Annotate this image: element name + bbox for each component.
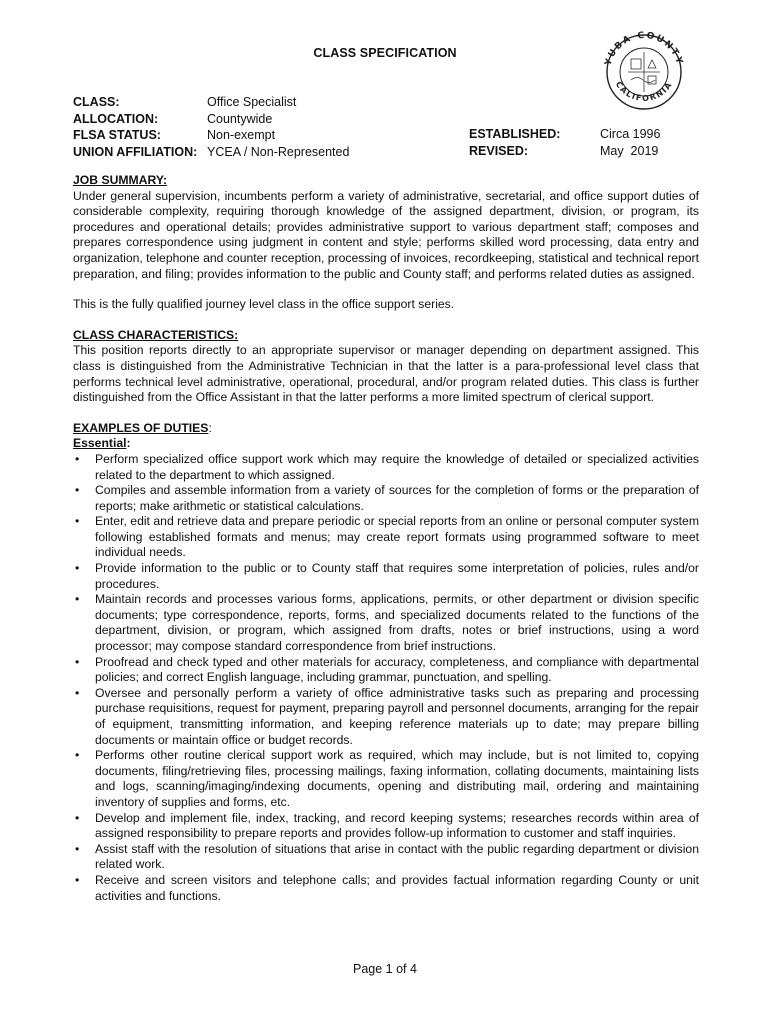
union-label: UNION AFFILIATION:	[73, 144, 198, 159]
list-item: • Receive and screen visitors and telephone calls; and provides factual information regarding County or unit activities and functions.	[73, 873, 699, 904]
revised-value: May 2019	[600, 143, 659, 158]
date-values	[600, 126, 660, 159]
list-item: • Performs other routine clerical support work as required, which may include, but is not limited to, copying documents, filing/retrieving files, processing mailings, faxing information, collating documents, maintaining lists and logs, scanning/imaging/indexing documents, opening and distributing mail, ordering and maintaining inventory of supplies and forms, etc.	[73, 748, 699, 810]
document-body	[73, 173, 699, 904]
duties-heading	[73, 421, 699, 437]
seal-graphic	[598, 30, 690, 110]
list-item: • Assist staff with the resolution of situations that arise in contact with the public regarding department or division related work.	[73, 842, 699, 873]
flsa-label: FLSA STATUS:	[73, 128, 161, 142]
job-summary-note: This is the fully qualified journey level class in the office support series.	[73, 297, 455, 312]
list-item: • Enter, edit and retrieve data and prepare periodic or special reports from an online or personal computer system following established formats and menus; may create report formats using programmed software to meet individual needs.	[73, 514, 699, 561]
flsa-value: Non-exempt	[207, 128, 276, 142]
revised-label: REVISED:	[469, 143, 529, 158]
list-item: • Maintain records and processes various forms, applications, permits, or other department or division specific documents; type correspondence, reports, forms, and specialized documents related to the functions of the department, division, or program, which assigned from drafts, notes or brief instructions, using a word processor; may compose standard correspondence from brief instructions.	[73, 592, 699, 654]
date-labels	[469, 126, 560, 159]
county-seal	[598, 30, 690, 110]
established-value: Circa 1996	[600, 127, 661, 141]
essential-subheading-text: Essential	[73, 436, 127, 451]
established-label: ESTABLISHED:	[469, 127, 561, 141]
list-item: • Provide information to the public or to County staff that requires some interpretation of policies, rules and/or procedures.	[73, 561, 699, 592]
duties-list	[73, 452, 699, 904]
header-values	[207, 94, 349, 160]
essential-subheading-colon: :	[126, 436, 131, 451]
list-item: • Proofread and check typed and other materials for accuracy, completeness, and compliance with departmental policies; and correct English language, including grammar, punctuation, and spelling.	[73, 655, 699, 686]
class-characteristics-heading: CLASS CHARACTERISTICS:	[73, 327, 239, 342]
list-item: • Compiles and assemble information from a variety of sources for the completion of forms or the preparation of reports; make arithmetic or statistical calculations.	[73, 483, 699, 514]
allocation-value: Countywide	[207, 111, 273, 126]
svg-text:YUBA COUNTY: YUBA COUNTY	[603, 30, 685, 67]
job-summary-paragraph: Under general supervision, incumbents perform a variety of administrative, secretarial, and office support duties of considerable complexity, requiring thorough knowledge of the assigned department, division, or program, its procedures and operational details; provides administrative support to various department staff; composes and prepares correspondence using judgment in content and style; performs skilled word processing, data entry and organization, telephone and counter reception, processing of invoices, recordkeeping, statistical and technical report preparation, and filing; provides information to the public and County staff; and performs related duties as assigned.	[73, 188, 700, 281]
page-title: CLASS SPECIFICATION	[313, 46, 457, 60]
duties-heading-text: EXAMPLES OF DUTIES	[73, 420, 209, 435]
list-item: • Perform specialized office support work which may require the knowledge of detailed or specialized activities related to the department to which assigned.	[73, 452, 699, 483]
svg-text:CALIFORNIA: CALIFORNIA	[613, 79, 675, 104]
header-labels	[73, 94, 197, 160]
class-characteristics-paragraph: This position reports directly to an appropriate supervisor or manager depending on department assigned. This class is distinguished from the Administrative Technician in that the latter is a para-professional level class that performs technical level administrative, operational, procedural, and/or program related duties. This class is further distinguished from the Office Assistant in that the latter performs a more limited spectrum of clerical support.	[73, 343, 699, 405]
duties-heading-colon: :	[208, 420, 212, 435]
class-label: CLASS:	[73, 95, 120, 109]
list-item: • Oversee and personally perform a variety of office administrative tasks such as preparing and processing purchase requisitions, request for payment, preparing payroll and personnel documents, arranging for the repair of equipment, transmitting information, and keeping reference materials up to date; may prepare billing documents or maintain office or budget records.	[73, 686, 699, 748]
page-number: Page 1 of 4	[353, 962, 417, 976]
essential-subheading	[73, 436, 699, 452]
union-value: YCEA / Non-Represented	[207, 144, 350, 159]
job-summary-heading: JOB SUMMARY:	[73, 173, 168, 187]
list-item: • Develop and implement file, index, tracking, and record keeping systems; researches records within area of assigned responsibility to prepare reports and provides follow-up information to customer and staff inquiries.	[73, 811, 699, 842]
class-value: Office Specialist	[207, 95, 297, 109]
allocation-label: ALLOCATION:	[73, 111, 159, 126]
